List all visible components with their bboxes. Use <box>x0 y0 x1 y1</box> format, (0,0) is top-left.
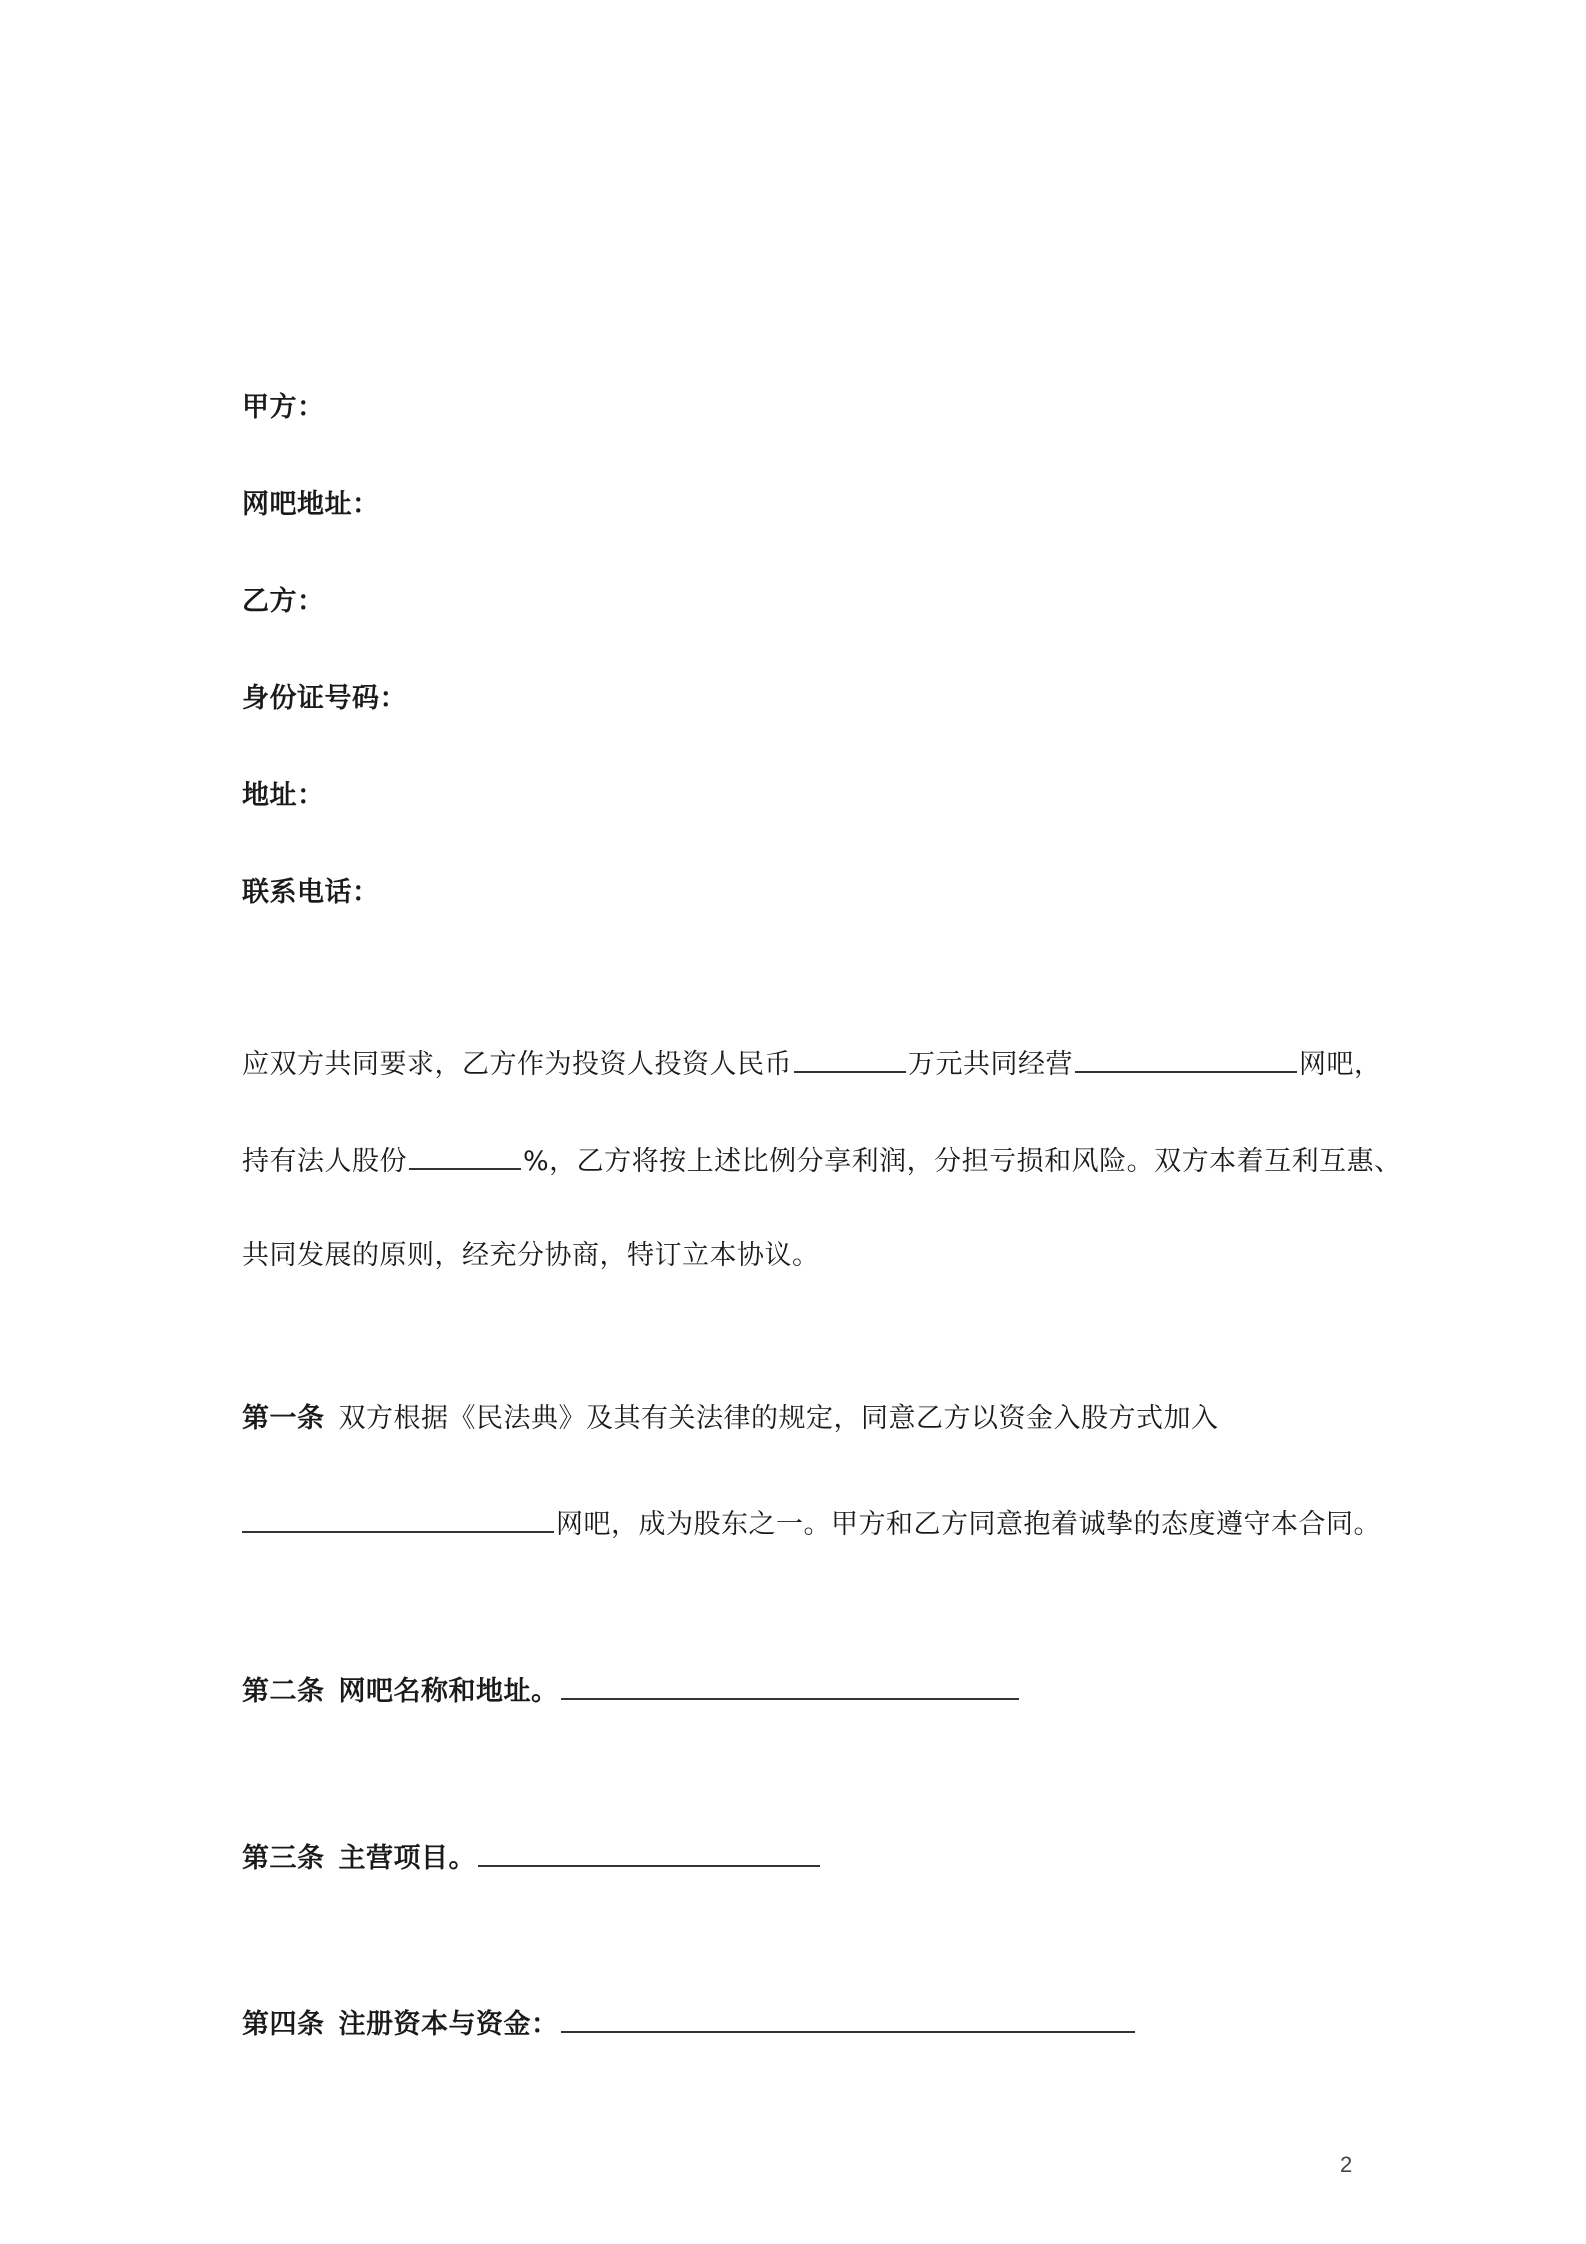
intro-line-3: 共同发展的原则，经充分协商，特订立本协议。 <box>242 1240 820 1271</box>
intro-line-1 <box>242 1045 1382 1082</box>
article-4 <box>242 2005 1137 2042</box>
article-2-text: 网吧名称和地址。 <box>338 1676 559 1707</box>
article-1-line-1 <box>242 1402 1219 1436</box>
party-b-label: 乙方： <box>242 586 325 617</box>
article-1-line-2 <box>242 1505 1381 1542</box>
id-number-label: 身份证号码： <box>242 683 407 714</box>
cafe-name-blank <box>1075 1045 1297 1073</box>
intro-line-2 <box>242 1142 1402 1179</box>
article-1-text: 双方根据《民法典》及其有关法律的规定，同意乙方以资金入股方式加入 <box>338 1403 1219 1434</box>
article-1-text: 网吧，成为股东之一。甲方和乙方同意抱着诚挚的态度遵守本合同。 <box>556 1509 1381 1540</box>
article-2-label: 第二条 <box>242 1676 325 1707</box>
article-3 <box>242 1839 822 1876</box>
phone-label: 联系电话： <box>242 877 380 908</box>
investment-amount-blank <box>794 1045 906 1073</box>
address-label: 地址： <box>242 780 325 811</box>
share-percent-blank <box>409 1142 521 1170</box>
cafe-name-address-blank <box>561 1672 1019 1700</box>
article-4-label: 第四条 <box>242 2009 325 2040</box>
article-3-label: 第三条 <box>242 1843 325 1874</box>
intro-text: 万元共同经营 <box>908 1049 1073 1080</box>
intro-text: %，乙方将按上述比例分享利润，分担亏损和风险。双方本着互利互惠、 <box>523 1146 1402 1177</box>
intro-text: 应双方共同要求，乙方作为投资人投资人民币 <box>242 1049 792 1080</box>
cafe-name-blank-2 <box>242 1505 554 1533</box>
article-3-text: 主营项目。 <box>338 1843 476 1874</box>
article-4-text: 注册资本与资金： <box>338 2009 559 2040</box>
registered-capital-blank <box>561 2005 1135 2033</box>
intro-text: 持有法人股份 <box>242 1146 407 1177</box>
main-business-blank <box>478 1839 820 1867</box>
article-2 <box>242 1672 1021 1709</box>
internet-cafe-address-label: 网吧地址： <box>242 489 380 520</box>
article-1-label: 第一条 <box>242 1403 325 1434</box>
party-a-label: 甲方： <box>242 392 325 423</box>
intro-text: 网吧， <box>1299 1049 1382 1080</box>
page-number: 2 <box>1340 2152 1353 2177</box>
